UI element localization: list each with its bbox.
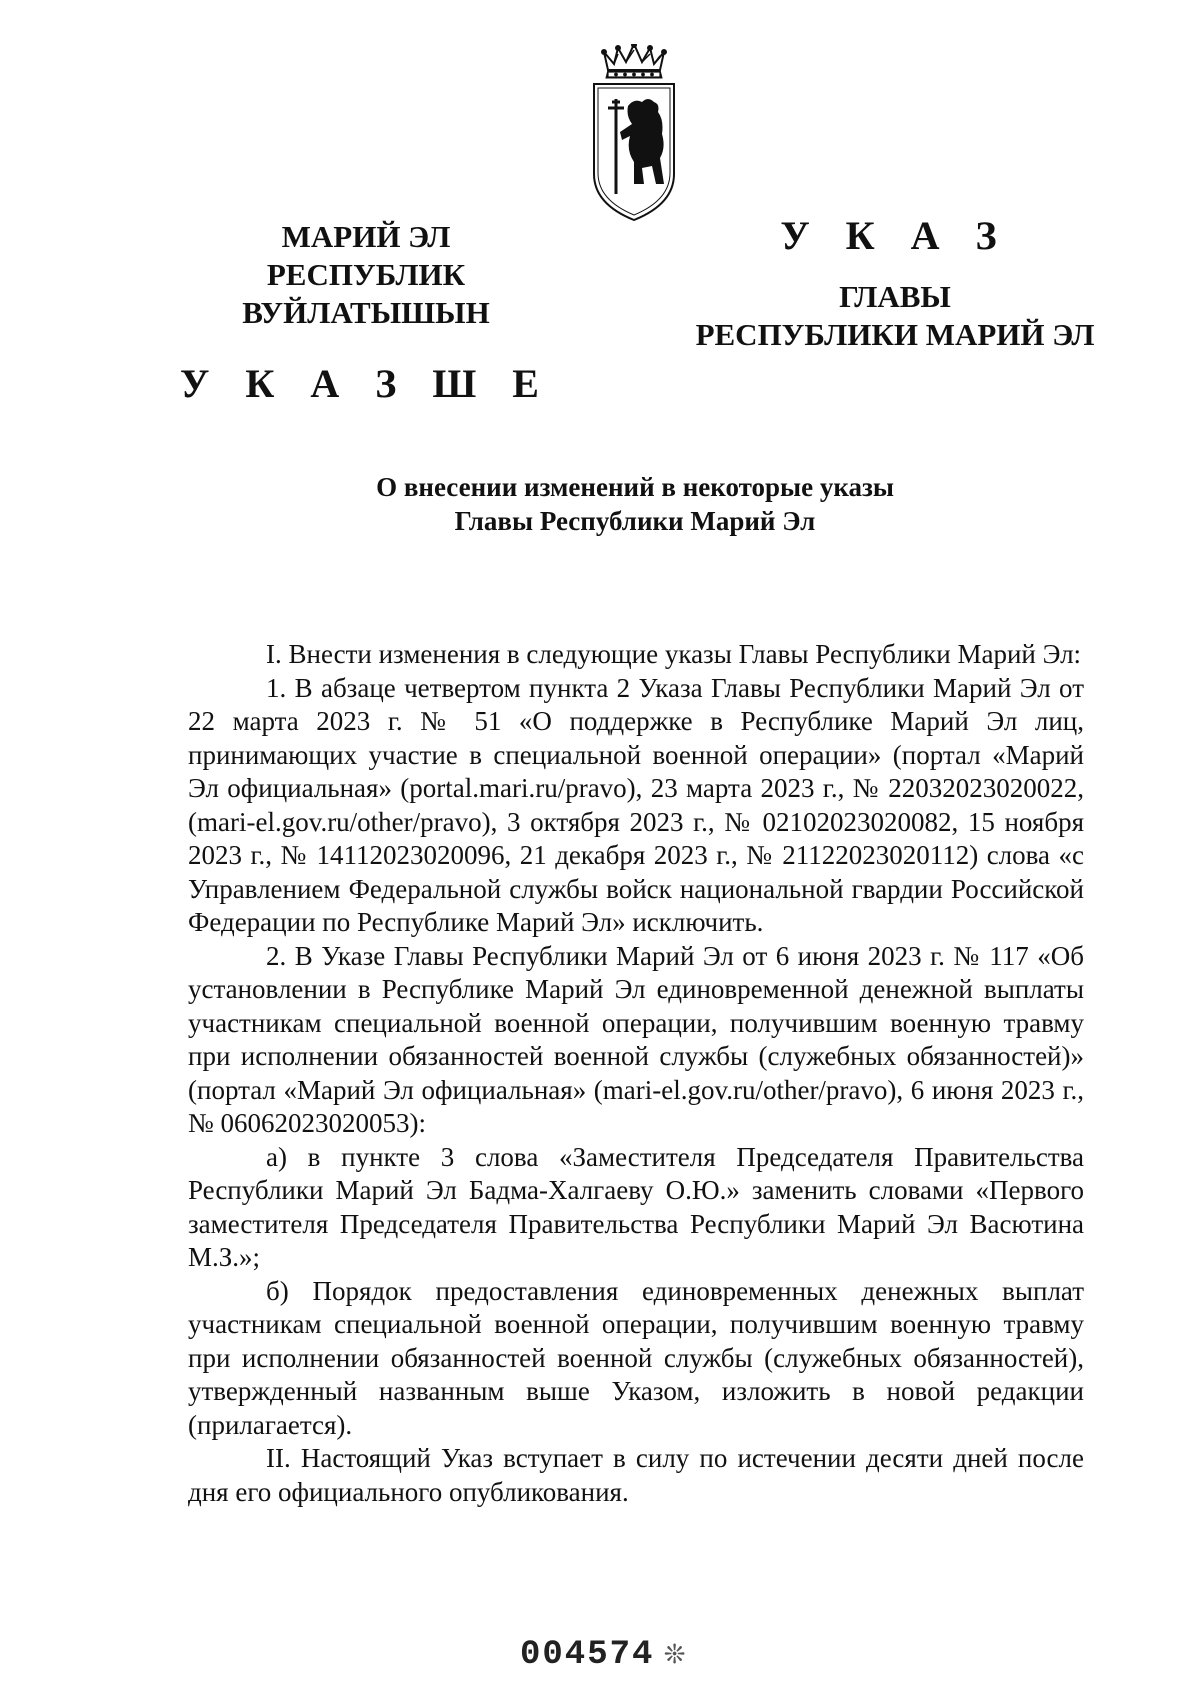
header-right-line1: ГЛАВЫ — [839, 279, 951, 314]
title-line2: Главы Республики Марий Эл — [454, 506, 816, 536]
document-body — [188, 638, 1084, 1509]
title-line1: О внесении изменений в некоторые указы — [376, 472, 894, 502]
document-title — [180, 470, 1090, 538]
header-left-doc-type: У К А З Ш Е — [180, 361, 552, 406]
header-right — [690, 212, 1100, 354]
paragraph-5: б) Порядок предоставления единовременных денежных выплат участникам специальной военной операции, получившим военную травму при исполнении обязанностей военной службы (служебных обязанностей), утвержденный названным выше Указом, изложить в новой редакции (прилагается). — [188, 1275, 1084, 1440]
header-left — [180, 218, 552, 408]
header-right-doc-type: У К А З — [780, 213, 1010, 258]
registration-number-value: 004574 — [520, 1636, 655, 1674]
coat-of-arms-icon — [588, 44, 680, 222]
asterisk-mark-icon: ❊ — [664, 1636, 687, 1674]
header-left-line1: МАРИЙ ЭЛ РЕСПУБЛИК — [266, 219, 466, 292]
paragraph-3: 2. В Указе Главы Республики Марий Эл от 6 июня 2023 г. № 117 «Об установлении в Республике Марий Эл единовременной денежной выплаты участникам специальной военной операции, получившим военную травму при исполнении обязанностей военной службы (служебных обязанностей)» (портал «Марий Эл официальная» (mari-el.gov.ru/other/pravo), 6 июня 2023 г., № 06062023020053): — [188, 940, 1084, 1138]
header-left-line2: ВУЙЛАТЫШЫН — [242, 295, 490, 330]
paragraph-1: I. Внести изменения в следующие указы Главы Республики Марий Эл: — [266, 639, 1082, 669]
registration-number — [520, 1632, 687, 1674]
paragraph-4: а) в пункте 3 слова «Заместителя Председателя Правительства Республики Марий Эл Бадма-Халгаеву О.Ю.» заменить словами «Первого заместителя Председателя Правительства Республики Марий Эл Васютина М.З.»; — [188, 1141, 1084, 1272]
paragraph-2: 1. В абзаце четвертом пункта 2 Указа Главы Республики Марий Эл от 22 марта 2023 г. № 51 «О поддержке в Республике Марий Эл лиц, принимающих участие в специальной военной операции» (портал «Марий Эл официальная» (portal.mari.ru/pravo), 23 марта 2023 г., № 22032023020022, (mari-el.gov.ru/other/pravo), 3 октября 2023 г., № 02102023020082, 15 ноября 2023 г., № 14112023020096, 21 декабря 2023 г., № 21122023020112) слова «с Управлением Федеральной службы войск национальной гвардии Российской Федерации по Республике Марий Эл» исключить. — [188, 672, 1084, 937]
header-right-line2: РЕСПУБЛИКИ МАРИЙ ЭЛ — [695, 317, 1095, 352]
paragraph-6: II. Настоящий Указ вступает в силу по истечении десяти дней после дня его официального опубликования. — [188, 1443, 1084, 1507]
